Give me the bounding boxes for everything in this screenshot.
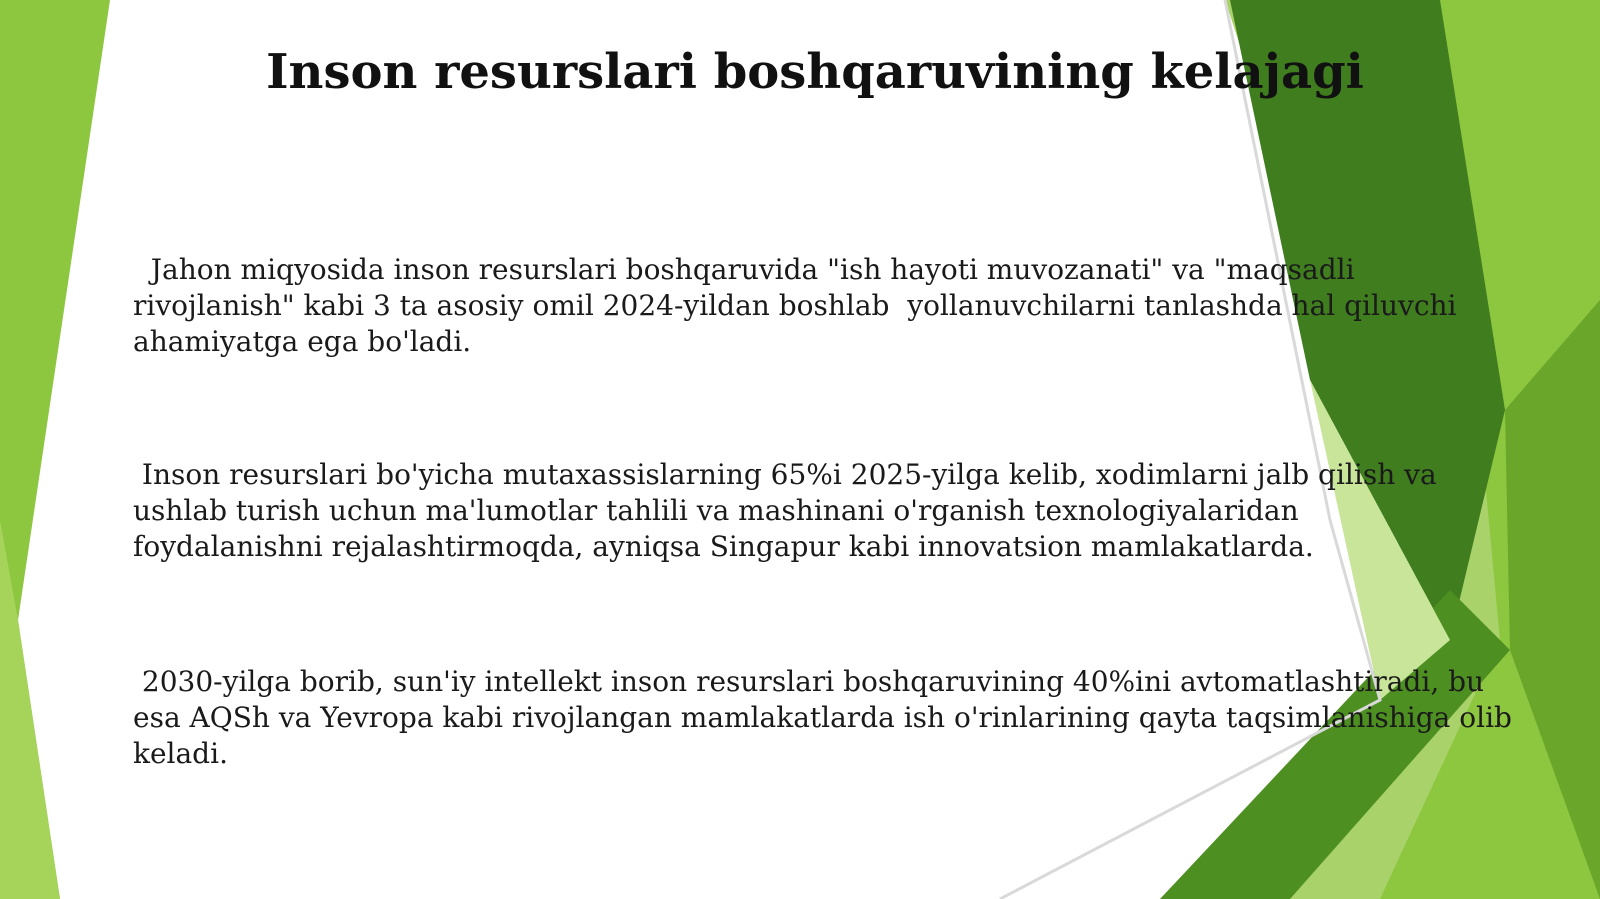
paragraph-1 — [133, 252, 1457, 360]
paragraph-2-line-3: foydalanishni rejalashtirmoqda, ayniqsa Singapur kabi innovatsion mamlakatlarda. — [133, 530, 1314, 563]
paragraph-2-line-2: ushlab turish uchun ma'lumotlar tahlili va mashinani o'rganish texnologiyalaridan — [133, 494, 1299, 527]
paragraph-3 — [133, 664, 1512, 772]
paragraph-1-line-2: rivojlanish" kabi 3 ta asosiy omil 2024-yildan boshlab yollanuvchilarni tanlashda hal qiluvchi — [133, 289, 1457, 322]
left-light-shape — [0, 520, 60, 899]
paragraph-3-line-1: 2030-yilga borib, sun'iy intellekt inson resurslari boshqaruvining 40%ini avtomatlashtiradi, bu — [133, 665, 1485, 698]
paragraph-1-line-3: ahamiyatga ega bo'ladi. — [133, 325, 472, 358]
paragraph-3-line-2: esa AQSh va Yevropa kabi rivojlangan mamlakatlarda ish o'rinlarining qayta taqsimlanishiga olib — [133, 701, 1512, 734]
paragraph-1-line-1: Jahon miqyosida inson resurslari boshqaruvida "ish hayoti muvozanati" va "maqsadli — [133, 253, 1355, 286]
paragraph-2-line-1: Inson resurslari bo'yicha mutaxassislarning 65%i 2025-yilga kelib, xodimlarni jalb qilish va — [133, 458, 1437, 491]
paragraph-2 — [133, 457, 1437, 565]
paragraph-3-line-3: keladi. — [133, 737, 228, 770]
slide-title: Inson resurslari boshqaruvining kelajagi — [266, 44, 1364, 100]
